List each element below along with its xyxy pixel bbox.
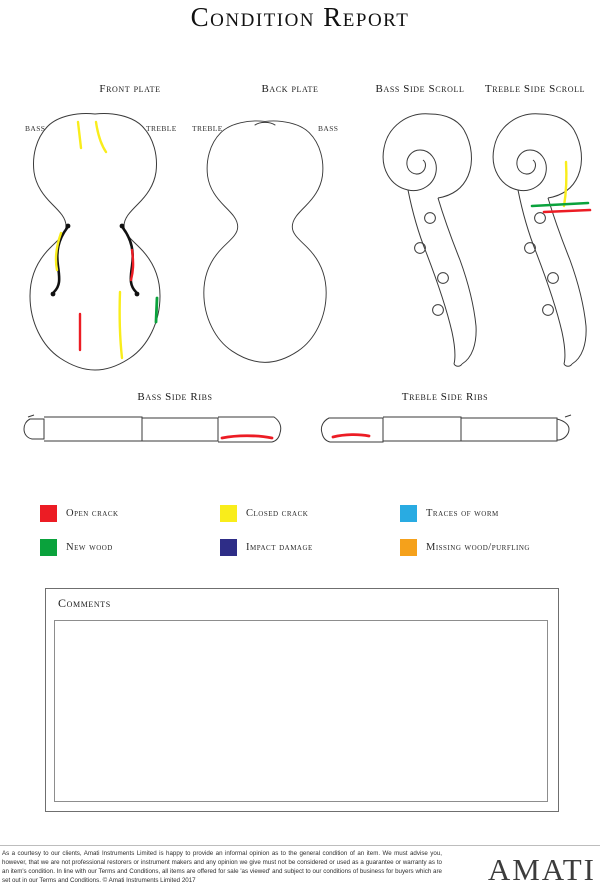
legend-item-open-crack [40,505,220,522]
panel-label-bass-side-ribs: Bass Side Ribs [137,391,213,403]
legend-swatch-traces-of-worm [400,505,417,522]
legend-label-impact-damage: Impact damage [246,542,313,553]
legend-label-new-wood: New wood [66,542,113,553]
legend-item-traces-of-worm [400,505,580,522]
legend-row [40,539,580,556]
panel-label-bass-side-scroll: Bass Side Scroll [375,83,465,95]
legend-swatch-new-wood [40,539,57,556]
legend-swatch-impact-damage [220,539,237,556]
front-plate-treble-tag: TREBLE [146,124,177,133]
legend-label-open-crack: Open crack [66,508,119,519]
treble-side-ribs-diagram[interactable] [315,405,580,455]
legend-row [40,505,580,522]
comments-box [45,588,559,812]
comments-label: Comments [58,596,111,610]
front-plate-bass-tag: BASS [25,124,46,133]
mark-closed-crack-pegbox [564,162,566,206]
mark-new-wood-lower-right-edge [156,298,157,322]
mark-open-crack-lower-rib [222,436,272,438]
front-plate-diagram[interactable] [10,100,180,380]
mark-closed-crack-upper-left [78,122,81,148]
back-plate-treble-tag: TREBLE [192,124,223,133]
mark-open-crack-pegbox-edge [544,210,590,212]
legend-item-missing-wood-purfling [400,539,580,556]
footer-disclaimer: As a courtesy to our clients, Amati Instruments Limited is happy to provide an informal opinion as to the general condition of an item. We must advise you, however, that we are not professional restorers or instrument makers and any opinion we give must not be considered or used as a guarantee or warranty as to an item's condition. In line with our Terms and Conditions, all items are offered for sale 'as viewed' and subject to our conditions of business for buyers which are set out in our Terms and Conditions. © Amati Instruments Limited 2017 [2,850,442,884]
panel-label-back-plate: Back plate [261,83,319,95]
treble-side-scroll-diagram[interactable] [478,100,598,370]
back-plate-bass-tag: BASS [318,124,339,133]
legend-item-new-wood [40,539,220,556]
mark-closed-crack-lower-bout-centre [120,292,122,358]
mark-open-crack-upper-rib [333,435,369,437]
back-plate-diagram[interactable] [185,100,345,380]
legend-item-closed-crack [220,505,400,522]
legend-swatch-open-crack [40,505,57,522]
footer-divider [0,845,600,846]
legend-label-traces-of-worm: Traces of worm [426,508,499,519]
legend-label-missing-wood-purfling: Missing wood/purfling [426,542,530,553]
legend-swatch-missing-wood-purfling [400,539,417,556]
bass-side-ribs-diagram[interactable] [22,405,287,455]
page-title: Condition Report [190,2,410,32]
legend-swatch-closed-crack [220,505,237,522]
panel-label-treble-side-scroll: Treble Side Scroll [484,83,586,95]
panel-label-front-plate: Front plate [99,83,161,95]
legend [40,505,580,573]
brand-logo: AMATI [487,852,596,887]
legend-item-impact-damage [220,539,400,556]
panel-label-treble-side-ribs: Treble Side Ribs [401,391,489,403]
comments-input[interactable] [54,620,548,802]
bass-side-scroll-diagram[interactable] [368,100,488,370]
legend-label-closed-crack: Closed crack [246,508,309,519]
mark-closed-crack-upper-right [96,122,106,152]
mark-new-wood-pegbox-line [532,203,588,206]
